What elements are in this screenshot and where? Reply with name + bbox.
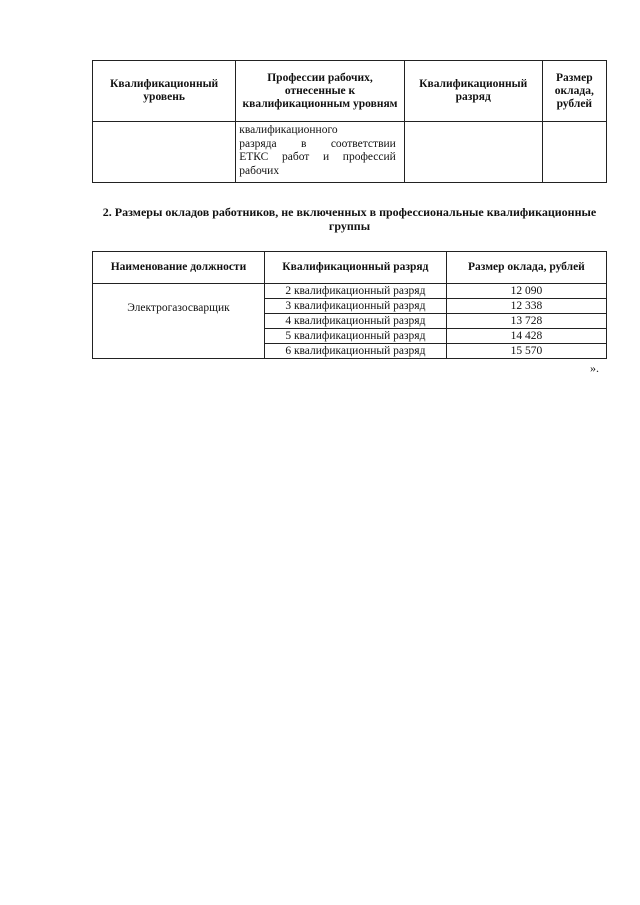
table-header-row [93,252,607,284]
grade-cell: 6 квалификационный разряд [264,344,446,359]
salary-cell: 12 090 [446,284,606,299]
salary-cell: 15 570 [446,344,606,359]
salary-cell: 13 728 [446,314,606,329]
header-position-name: Наименование должности [93,252,265,284]
header-qualification-level: Квалификационный уровень [93,61,236,122]
grade-cell: 4 квалификационный разряд [264,314,446,329]
profession-text-line: разряда в соответствии [239,137,396,150]
empty-cell [542,122,606,183]
section-title: 2. Размеры окладов работников, не включенных в профессиональные квалификационные группы [102,205,597,233]
header-qualification-grade: Квалификационный разряд [264,252,446,284]
profession-text-line: ЕТКС работ и профессий [239,151,396,163]
salary-table [92,251,607,359]
salary-cell: 12 338 [446,299,606,314]
header-professions: Профессии рабочих, отнесенные к квалификационным уровням [236,61,405,122]
profession-text-line: рабочих [239,164,280,177]
grade-cell: 2 квалификационный разряд [264,284,446,299]
empty-cell [93,122,236,183]
profession-text-line: квалификационного [239,124,338,136]
position-name-cell: Электрогазосварщик [93,284,265,359]
qualification-levels-table [92,60,607,183]
salary-cell: 14 428 [446,329,606,344]
header-qualification-grade: Квалификационный разряд [404,61,542,122]
empty-cell [404,122,542,183]
grade-cell: 3 квалификационный разряд [264,299,446,314]
professions-continuation-cell [236,122,405,183]
grade-cell: 5 квалификационный разряд [264,329,446,344]
table-row [93,284,607,299]
table-row [93,122,607,183]
header-salary: Размер оклада, рублей [542,61,606,122]
table-header-row [93,61,607,122]
closing-quote-mark: ». [590,361,599,375]
header-salary: Размер оклада, рублей [446,252,606,284]
